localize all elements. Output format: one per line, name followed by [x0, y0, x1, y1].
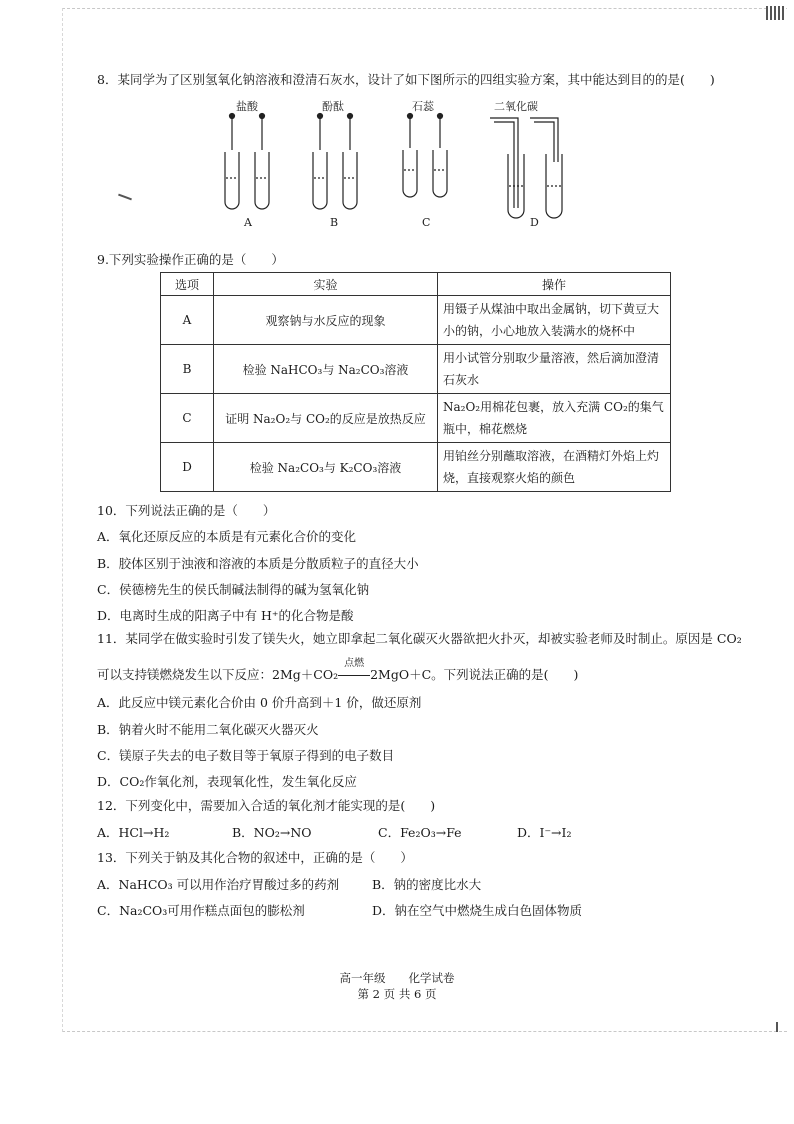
- table-row: [161, 296, 671, 345]
- q12-option-d: D．I⁻→I₂: [517, 825, 572, 840]
- table-row: [161, 345, 671, 394]
- group-letter-c: C: [422, 216, 431, 229]
- q8-stem: 8．某同学为了区别氢氧化钠溶液和澄清石灰水，设计了如下图所示的四组实验方案，其中能达到目的的是( ): [97, 72, 715, 87]
- row-experiment: 检验 NaHCO₃与 Na₂CO₃溶液: [214, 345, 438, 394]
- q13-option-c: C．Na₂CO₃可用作糕点面包的膨松剂: [97, 903, 305, 918]
- operation-line: 用小试管分别取少量溶液，然后滴加澄清: [443, 351, 660, 365]
- row-experiment: 证明 Na₂O₂与 CO₂的反应是放热反应: [214, 394, 438, 443]
- row-experiment: 检验 Na₂CO₃与 K₂CO₃溶液: [214, 443, 438, 492]
- group-letter-d: D: [530, 216, 539, 229]
- equation-products: 2MgO＋C。下列说法正确的是( ): [370, 667, 579, 682]
- q11-option-c: C．镁原子失去的电子数目等于氧原子得到的电子数目: [97, 748, 395, 763]
- q10-option-b: B．胶体区别于浊液和溶液的本质是分散质粒子的直径大小: [97, 556, 419, 571]
- reagent-label-a: 盐酸: [236, 100, 258, 113]
- row-operation: [438, 296, 671, 345]
- q8-apparatus-diagram: [200, 98, 600, 234]
- table-row: [161, 394, 671, 443]
- operation-line: 用镊子从煤油中取出金属钠，切下黄豆大: [443, 302, 660, 316]
- q11-option-a: A．此反应中镁元素化合价由 0 价升高到＋1 价，做还原剂: [97, 695, 422, 710]
- operation-line: 烧，直接观察火焰的颜色: [443, 471, 576, 485]
- q11-option-b: B．钠着火时不能用二氧化碳灭火器灭火: [97, 722, 319, 737]
- reaction-condition: [338, 658, 370, 683]
- q10-option-d: D．电离时生成的阳离子中有 H⁺的化合物是酸: [97, 608, 354, 623]
- operation-line: Na₂O₂用棉花包裹，放入充满 CO₂的集气: [443, 400, 664, 414]
- q11-option-d: D．CO₂作氧化剂，表现氧化性，发生氧化反应: [97, 774, 357, 789]
- row-operation: [438, 345, 671, 394]
- table-header-row: [161, 273, 671, 296]
- header-operation: 操作: [438, 273, 671, 296]
- q12-option-a: A．HCl→H₂: [97, 825, 170, 840]
- q11-stem-line1: 11．某同学在做实验时引发了镁失火，她立即拿起二氧化碳灭火器欲把火扑灭，却被实验老师及时制止。原因是 CO₂: [97, 631, 742, 646]
- reagent-label-c: 石蕊: [412, 100, 434, 113]
- reagent-label-d: 二氧化碳: [494, 100, 538, 113]
- q13-option-a: A．NaHCO₃ 可以用作治疗胃酸过多的药剂: [97, 877, 340, 892]
- scan-corner-mark: [766, 6, 786, 20]
- row-option: A: [161, 296, 214, 345]
- q11-stem-line2: [97, 658, 579, 683]
- group-letter-a: A: [244, 216, 252, 229]
- scan-speck: [776, 1022, 778, 1032]
- q13-option-d: D．钠在空气中燃烧生成白色固体物质: [372, 903, 583, 918]
- group-c-test-tubes: [403, 114, 447, 198]
- equation-reactants: 可以支持镁燃烧发生以下反应：2Mg＋CO₂: [97, 667, 339, 682]
- q13-option-b: B．钠的密度比水大: [372, 877, 482, 892]
- operation-line: 用铂丝分别蘸取溶液，在酒精灯外焰上灼: [443, 449, 660, 463]
- reaction-arrow: [338, 675, 370, 676]
- table-row: [161, 443, 671, 492]
- header-experiment: 实验: [214, 273, 438, 296]
- q9-stem: 9.下列实验操作正确的是（ ）: [97, 252, 284, 267]
- condition-label: 点燃: [344, 658, 365, 669]
- group-letter-b: B: [330, 216, 339, 229]
- page-number: 第 2 页 共 6 页: [357, 987, 437, 1001]
- q13-stem: 13．下列关于钠及其化合物的叙述中，正确的是（ ）: [97, 850, 413, 865]
- operation-line: 小的钠，小心地放入装满水的烧杯中: [443, 324, 636, 338]
- reagent-label-b: 酚酞: [322, 100, 344, 113]
- q10-option-c: C．侯德榜先生的侯氏制碱法制得的碱为氢氧化钠: [97, 582, 370, 597]
- q10-stem: 10．下列说法正确的是（ ）: [97, 503, 276, 518]
- operation-line: 瓶中，棉花燃烧: [443, 422, 528, 436]
- operation-line: 石灰水: [443, 373, 480, 387]
- q12-option-b: B．NO₂→NO: [232, 825, 312, 840]
- q9-operations-table: [160, 272, 671, 492]
- row-operation: [438, 394, 671, 443]
- q10-option-a: A．氧化还原反应的本质是有元素化合价的变化: [97, 529, 357, 544]
- q12-stem: 12．下列变化中，需要加入合适的氧化剂才能实现的是( ): [97, 798, 436, 813]
- row-option: D: [161, 443, 214, 492]
- header-option: 选项: [161, 273, 214, 296]
- row-experiment: 观察钠与水反应的现象: [214, 296, 438, 345]
- q12-option-c: C．Fe₂O₃→Fe: [378, 825, 462, 840]
- group-b-test-tubes: [313, 114, 357, 210]
- group-d-test-tubes: [490, 118, 562, 218]
- row-option: C: [161, 394, 214, 443]
- row-operation: [438, 443, 671, 492]
- page-footer-title: 高一年级 化学试卷: [339, 971, 455, 985]
- row-option: B: [161, 345, 214, 394]
- group-a-test-tubes: [225, 114, 269, 210]
